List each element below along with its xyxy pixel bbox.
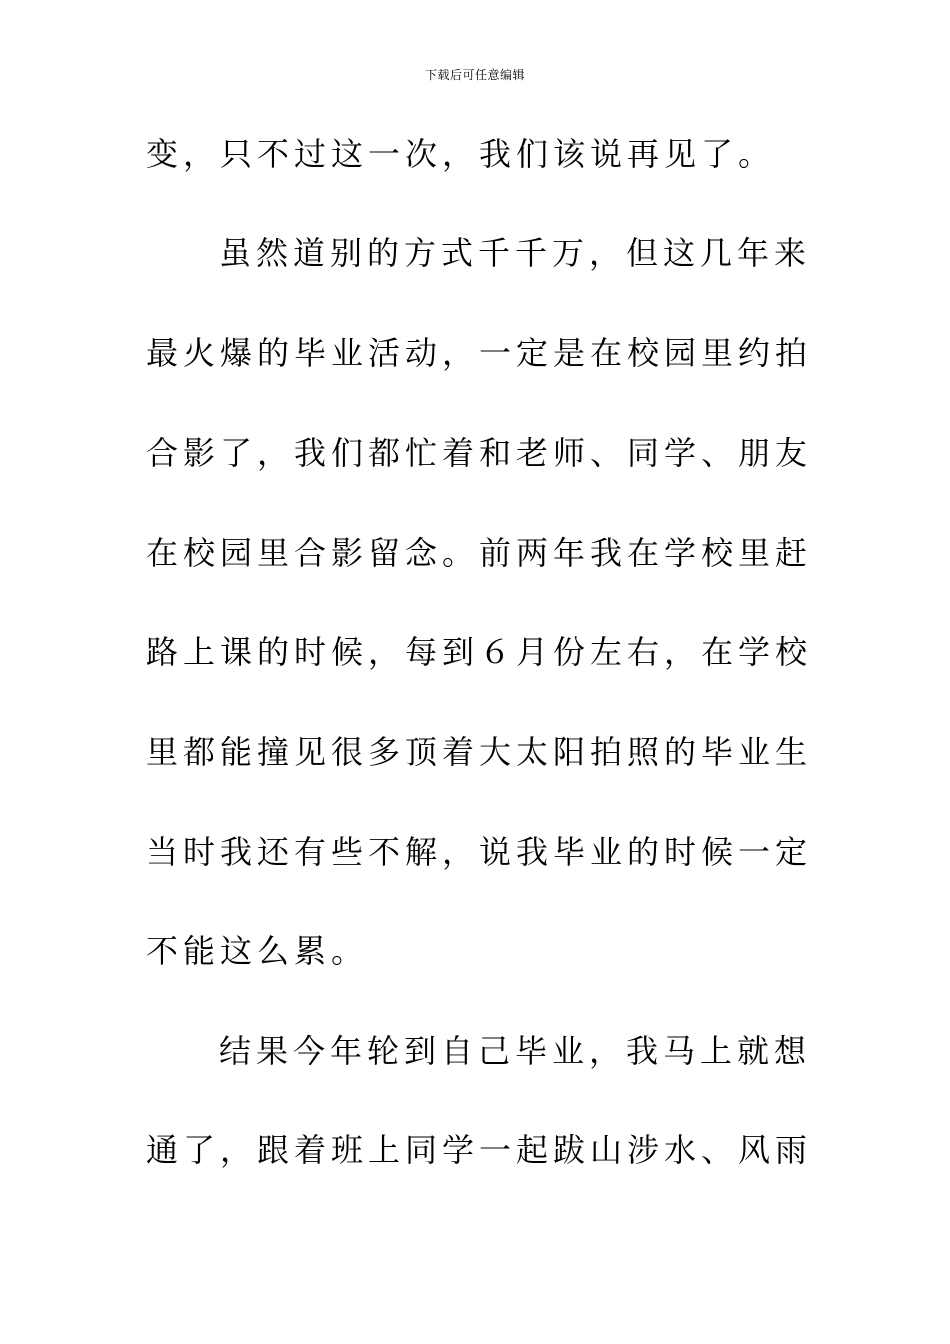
text-line-3: 最火爆的毕业活动，一定是在校园里约拍 — [146, 334, 813, 372]
text-line-4: 合影了，我们都忙着和老师、同学、朋友 — [146, 434, 813, 472]
text-line-2: 虽然道别的方式千千万，但这几年来 — [219, 234, 812, 272]
text-line-6: 路上课的时候，每到６月份左右，在学校 — [146, 633, 813, 671]
text-line-11: 通了，跟着班上同学一起跋山涉水、风雨 — [146, 1131, 813, 1169]
text-line-9: 不能这么累。 — [146, 932, 369, 970]
text-line-8: 当时我还有些不解，说我毕业的时候一定 — [146, 833, 813, 871]
page-header-note: 下载后可任意编辑 — [424, 68, 525, 82]
text-line-1: 变，只不过这一次，我们该说再见了。 — [146, 135, 776, 173]
text-line-7: 里都能撞见很多顶着大太阳拍照的毕业生 — [146, 733, 813, 771]
text-line-5: 在校园里合影留念。前两年我在学校里赶 — [146, 534, 813, 572]
text-line-10: 结果今年轮到自己毕业，我马上就想 — [219, 1032, 812, 1070]
